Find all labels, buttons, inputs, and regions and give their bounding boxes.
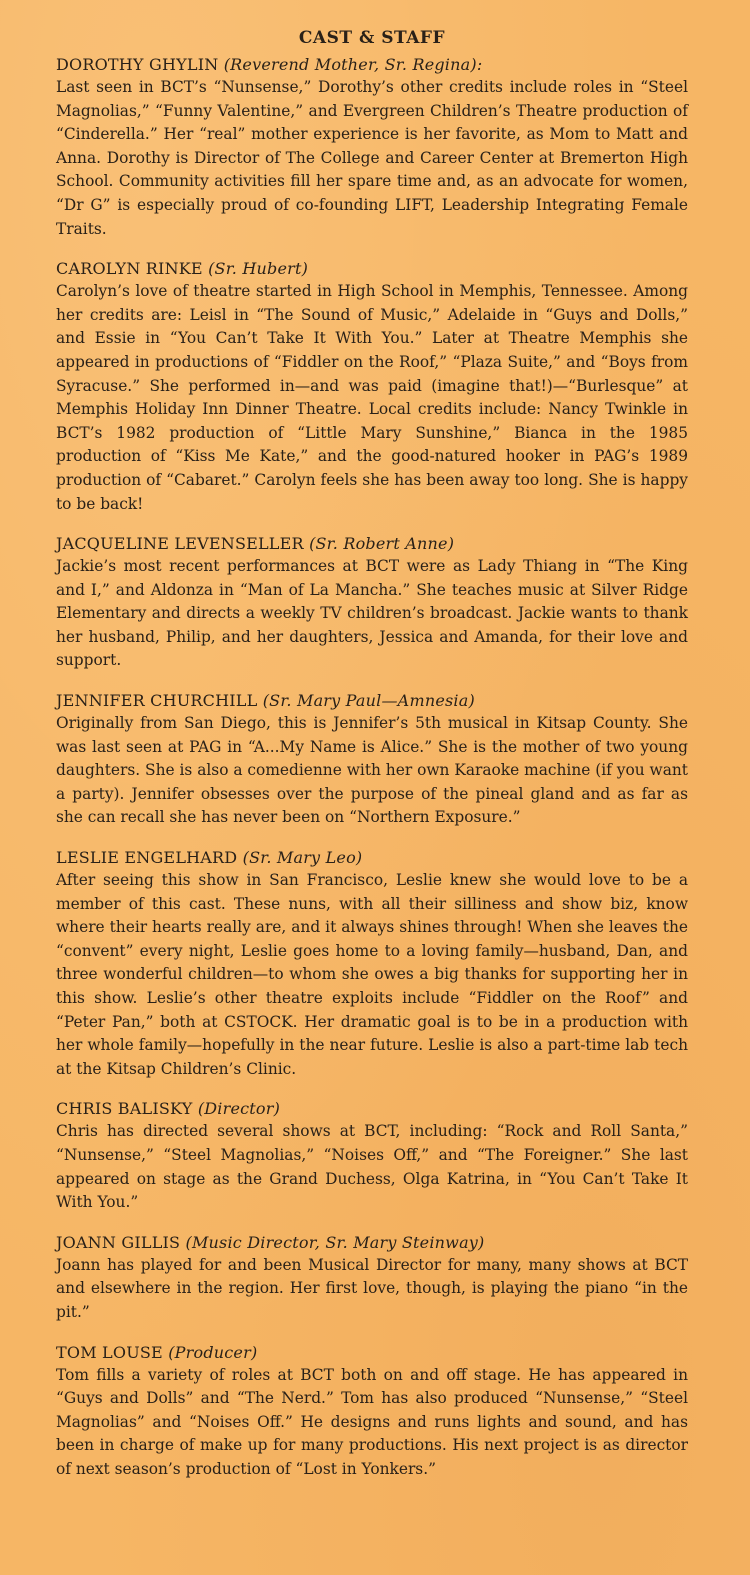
entry-bio: Tom fills a variety of roles at BCT both on and off stage. He has appeared in “Guys and Dolls” and “The Nerd.” Tom has also produced “Nunsense,” “Steel Magnolias” and “Noises Off.” He designs and runs lights and sound, and has been in charge of make up for many productions. His next project is as director of next season’s production of “Lost in Yonkers.” (56, 1365, 688, 1478)
entry-role: (Sr. Mary Leo) (242, 848, 363, 868)
staff-entry-tom-louse (56, 1341, 688, 1482)
entry-bio: Last seen in BCT’s “Nunsense,” Dorothy’s other credits include roles in “Steel Magnolias,” “Funny Valentine,” and Evergreen Children’s Theatre production of “Cinderella.” Her “real” mother experience is her favorite, as Mom to Matt and Anna. Dorothy is Director of The College and Career Center at Bremerton High School. Community activities fill her spare time and, as an advocate for women, “Dr G” is especially proud of co-founding LIFT, Leadership Integrating Female Traits. (56, 78, 688, 238)
entry-role: (Director) (197, 1099, 281, 1119)
entry-heading (56, 1097, 688, 1120)
entry-name: JENNIFER CHURCHILL (56, 691, 258, 711)
entry-heading (56, 257, 688, 280)
entry-bio: Originally from San Diego, this is Jennifer’s 5th musical in Kitsap County. She was last seen at PAG in “A...My Name is Alice.” She is the mother of two young daughters. She is also a comedienne with her own Karaoke machine (if you want a party). Jennifer obsesses over the purpose of the pineal gland and as far as she can recall she has never been on “Northern Exposure.” (56, 714, 688, 827)
entry-heading (56, 689, 688, 712)
staff-entry-joann-gillis (56, 1231, 688, 1325)
cast-entry-jennifer-churchill (56, 689, 688, 830)
entry-role: (Reverend Mother, Sr. Regina): (223, 55, 483, 74)
entry-name: DOROTHY GHYLIN (56, 55, 219, 74)
entry-role: (Sr. Robert Anne) (309, 534, 455, 554)
entry-bio: Jackie’s most recent performances at BCT were as Lady Thiang in “The King and I,” and Aldonza in “Man of La Mancha.” She teaches music at Silver Ridge Elementary and directs a weekly TV children’s broadcast. Jackie wants to thank her husband, Philip, and her daughters, Jessica and Amanda, for their love and support. (56, 557, 688, 670)
entry-heading (56, 532, 688, 555)
cast-entry-carolyn-rinke (56, 257, 688, 516)
cast-entry-leslie-engelhard (56, 846, 688, 1081)
entry-role: (Sr. Mary Paul—Amnesia) (262, 691, 475, 711)
entry-bio: Joann has played for and been Musical Director for many, many shows at BCT and elsewhere in the region. Her first love, though, is playing the piano “in the pit.” (56, 1255, 688, 1321)
staff-entry-chris-balisky (56, 1097, 688, 1214)
entry-heading (56, 846, 688, 869)
entry-heading (56, 1231, 688, 1254)
entry-name: JOANN GILLIS (56, 1232, 181, 1252)
entry-bio: After seeing this show in San Francisco, Leslie knew she would love to be a member of this cast. These nuns, with all their silliness and show biz, know where their hearts really are, and it always shines through! When she leaves the “convent” every night, Leslie goes home to a loving family—husband, Dan, and three wonderful children—to whom she owes a big thanks for supporting her in this show. Leslie’s other theatre exploits include “Fiddler on the Roof” and “Peter Pan,” both at CSTOCK. Her dramatic goal is to be in a production with her whole family—hopefully in the near future. Leslie is also a part-time lab tech at the Kitsap Children’s Clinic. (56, 871, 688, 1078)
entry-name: JACQUELINE LEVENSELLER (56, 534, 304, 554)
entry-heading (56, 53, 688, 76)
entry-bio: Chris has directed several shows at BCT, including: “Rock and Roll Santa,” “Nunsense,” “Steel Magnolias,” “Noises Off,” and “The Foreigner.” She last appeared on stage as the Grand Duchess, Olga Katrina, in “You Can’t Take It With You.” (56, 1122, 688, 1212)
cast-entry-dorothy-ghylin (56, 53, 688, 241)
entry-role: (Producer) (168, 1342, 258, 1362)
entry-bio: Carolyn’s love of theatre started in High School in Memphis, Tennessee. Among her credits are: Leisl in “The Sound of Music,” Adelaide in “Guys and Dolls,” and Essie in “You Can’t Take It With You.” Later at Theatre Memphis she appeared in productions of “Fiddler on the Roof,” “Plaza Suite,” and “Boys from Syracuse.” She performed in—and was paid (imagine that!)—“Burlesque” at Memphis Holiday Inn Dinner Theatre. Local credits include: Nancy Twinkle in BCT’s 1982 production of “Little Mary Sunshine,” Bianca in the 1985 production of “Kiss Me Kate,” and the good-natured hooker in PAG’s 1989 production of “Cabaret.” Carolyn feels she has been away too long. She is happy to be back! (56, 282, 688, 513)
entry-name: CHRIS BALISKY (56, 1099, 193, 1119)
cast-entry-jacqueline-levenseller (56, 532, 688, 673)
entry-role: (Music Director, Sr. Mary Steinway) (185, 1232, 485, 1252)
entry-name: TOM LOUSE (56, 1342, 163, 1362)
entry-name: LESLIE ENGELHARD (56, 848, 238, 868)
entry-heading (56, 1341, 688, 1364)
page-title: CAST & STAFF (298, 28, 446, 48)
entry-role: (Sr. Hubert) (208, 259, 309, 279)
entry-name: CAROLYN RINKE (56, 259, 203, 279)
